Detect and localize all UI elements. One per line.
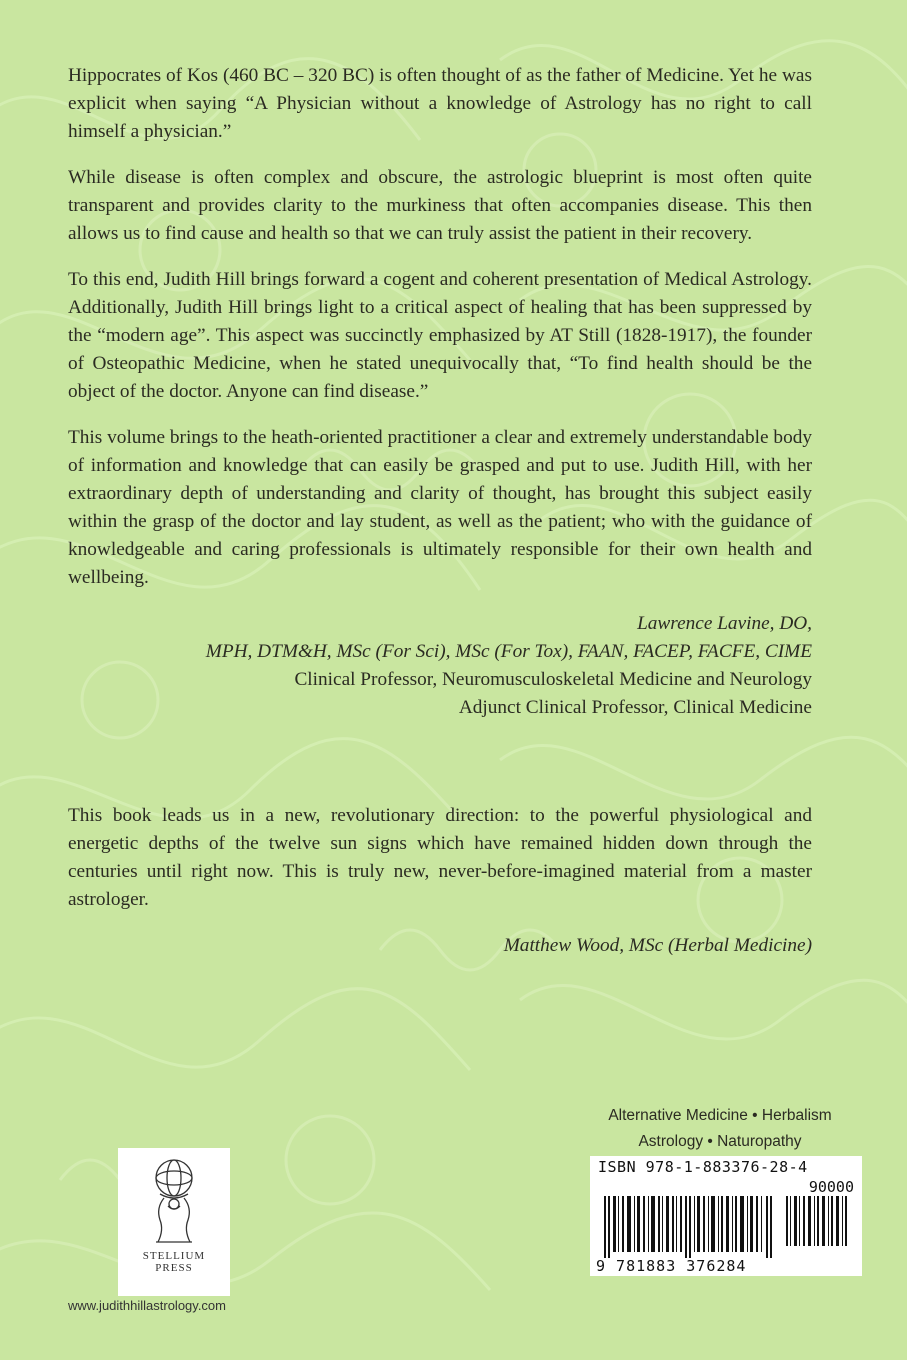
category-line-2: Astrology • Naturopathy	[638, 1133, 802, 1150]
attribution-credentials: MPH, DTM&H, MSc (For Sci), MSc (For Tox), FAAN, FACEP, FACFE, CIME	[205, 641, 812, 662]
ean-bars	[604, 1196, 780, 1258]
publisher-logo	[118, 1148, 230, 1296]
category-line-1: Alternative Medicine • Herbalism	[608, 1107, 832, 1124]
paragraph-3: To this end, Judith Hill brings forward a cogent and coherent presentation of Medical Astrology. Additionally, Judith Hill brings light to a critical aspect of healing that has been suppressed by the “modern age”. This aspect was succinctly emphasized by AT Still (1828-1917), the founder of Osteopathic Medicine, when he stated unequivocally that, “To find health should be the object of the doctor. Anyone can find disease.”	[68, 269, 812, 402]
paragraph-2: While disease is often complex and obscure, the astrologic blueprint is most often quite transparent and provides clarity to the murkiness that often accompanies disease. This then allows us to find cause and health so that we can truly assist the patient in their recovery.	[68, 167, 812, 244]
category-list	[585, 1103, 855, 1155]
ean-number: 9 781883 376284	[596, 1257, 747, 1275]
main-text	[68, 62, 812, 960]
website-url: www.judithhillastrology.com	[68, 1298, 226, 1313]
publisher-name-2: PRESS	[155, 1262, 193, 1274]
attribution-name: Lawrence Lavine, DO,	[637, 613, 812, 634]
paragraph-1: Hippocrates of Kos (460 BC – 320 BC) is often thought of as the father of Medicine. Yet he was explicit when saying “A Physician without a knowledge of Astrology has no right to call himself a physician.”	[68, 65, 812, 142]
publisher-name-1: STELLIUM	[142, 1250, 206, 1262]
isbn-barcode	[590, 1156, 862, 1276]
attribution-lavine	[68, 610, 812, 722]
attribution-wood	[68, 932, 812, 960]
attribution-wood-name: Matthew Wood, MSc (Herbal Medicine)	[503, 935, 812, 956]
isbn-number: ISBN 978-1-883376-28-4	[598, 1158, 808, 1176]
attribution-title-1: Clinical Professor, Neuromusculoskeletal Medicine and Neurology	[294, 669, 812, 690]
attribution-title-2: Adjunct Clinical Professor, Clinical Medicine	[458, 697, 812, 718]
price-code: 90000	[808, 1178, 854, 1196]
price-bars	[786, 1196, 852, 1246]
paragraph-4: This volume brings to the heath-oriented practitioner a clear and extremely understandable body of information and knowledge that can easily be grasped and put to use. Judith Hill, with her extraordinary depth of understanding and clarity of thought, has brought this subject easily within the grasp of the doctor and lay student, as well as the patient; who with the guidance of knowledgeable and caring professionals is ultimately responsible for their own health and wellbeing.	[68, 427, 812, 588]
paragraph-wood: This book leads us in a new, revolutionary direction: to the powerful physiological and energetic depths of the twelve sun signs which have remained hidden down through the centuries until right now. This is truly new, never-before-imagined material from a master astrologer.	[68, 805, 812, 910]
atlas-globe-icon	[134, 1154, 214, 1250]
